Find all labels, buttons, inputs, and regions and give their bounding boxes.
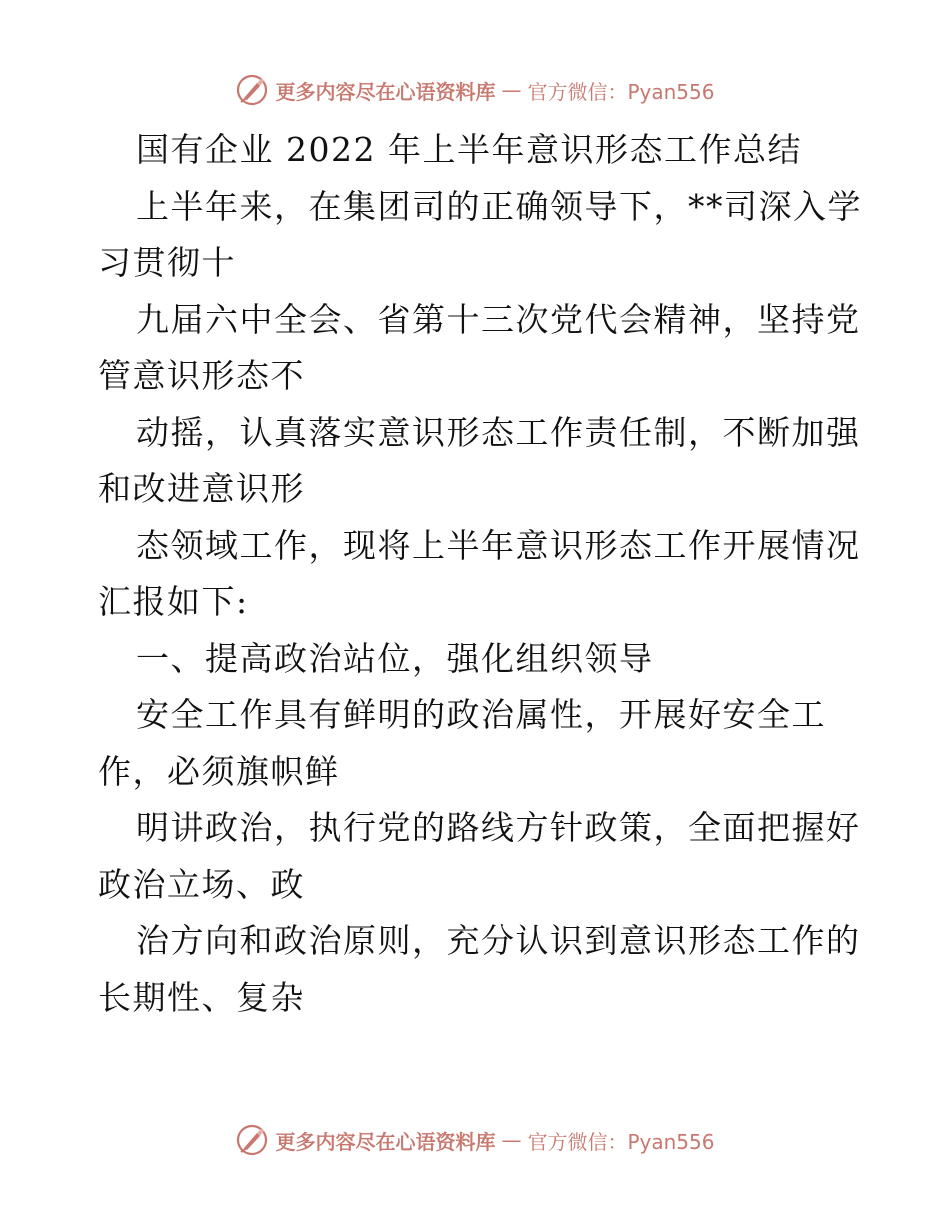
watermark-banner-top [0, 70, 950, 110]
quill-circle-logo-icon [235, 1123, 269, 1157]
text-line: 和改进意识形 [98, 469, 305, 508]
text-line: 明讲政治，执行党的路线方针政策，全面把握好 [136, 808, 861, 847]
watermark-wechat: 官方微信：Pyan556 [527, 1129, 715, 1154]
quill-circle-logo-icon [235, 73, 269, 107]
text-line: 管意识形态不 [98, 356, 305, 395]
text-line: 国有企业 2022 年上半年意识形态工作总结 [136, 130, 802, 169]
text-line: 习贯彻十 [98, 243, 236, 282]
text-line: 长期性、复杂 [98, 977, 305, 1017]
text-line: 一、提高政治站位，强化组织领导 [136, 638, 654, 678]
text-line: 九届六中全会、省第十三次党代会精神，坚持党 [136, 299, 861, 339]
watermark-wechat: 官方微信：Pyan556 [527, 79, 715, 104]
watermark-banner-bottom [0, 1120, 950, 1160]
text-line: 态领域工作，现将上半年意识形态工作开展情况 [136, 525, 861, 565]
text-line: 治方向和政治原则，充分认识到意识形态工作的 [136, 921, 861, 960]
text-line: 上半年来，在集团司的正确领导下，**司深入学 [136, 186, 862, 226]
document-body [98, 122, 868, 1026]
watermark-dash: — [501, 1128, 522, 1152]
watermark-text: 更多内容尽在心语资料库 [275, 79, 496, 104]
text-line: 作，必须旗帜鲜 [98, 751, 340, 791]
watermark-dash: — [501, 78, 522, 102]
text-line: 安全工作具有鲜明的政治属性，开展好安全工 [136, 695, 826, 734]
watermark-text: 更多内容尽在心语资料库 [275, 1129, 496, 1154]
text-line: 动摇，认真落实意识形态工作责任制，不断加强 [136, 412, 861, 452]
text-line: 汇报如下: [98, 582, 249, 621]
text-line: 政治立场、政 [98, 864, 305, 904]
